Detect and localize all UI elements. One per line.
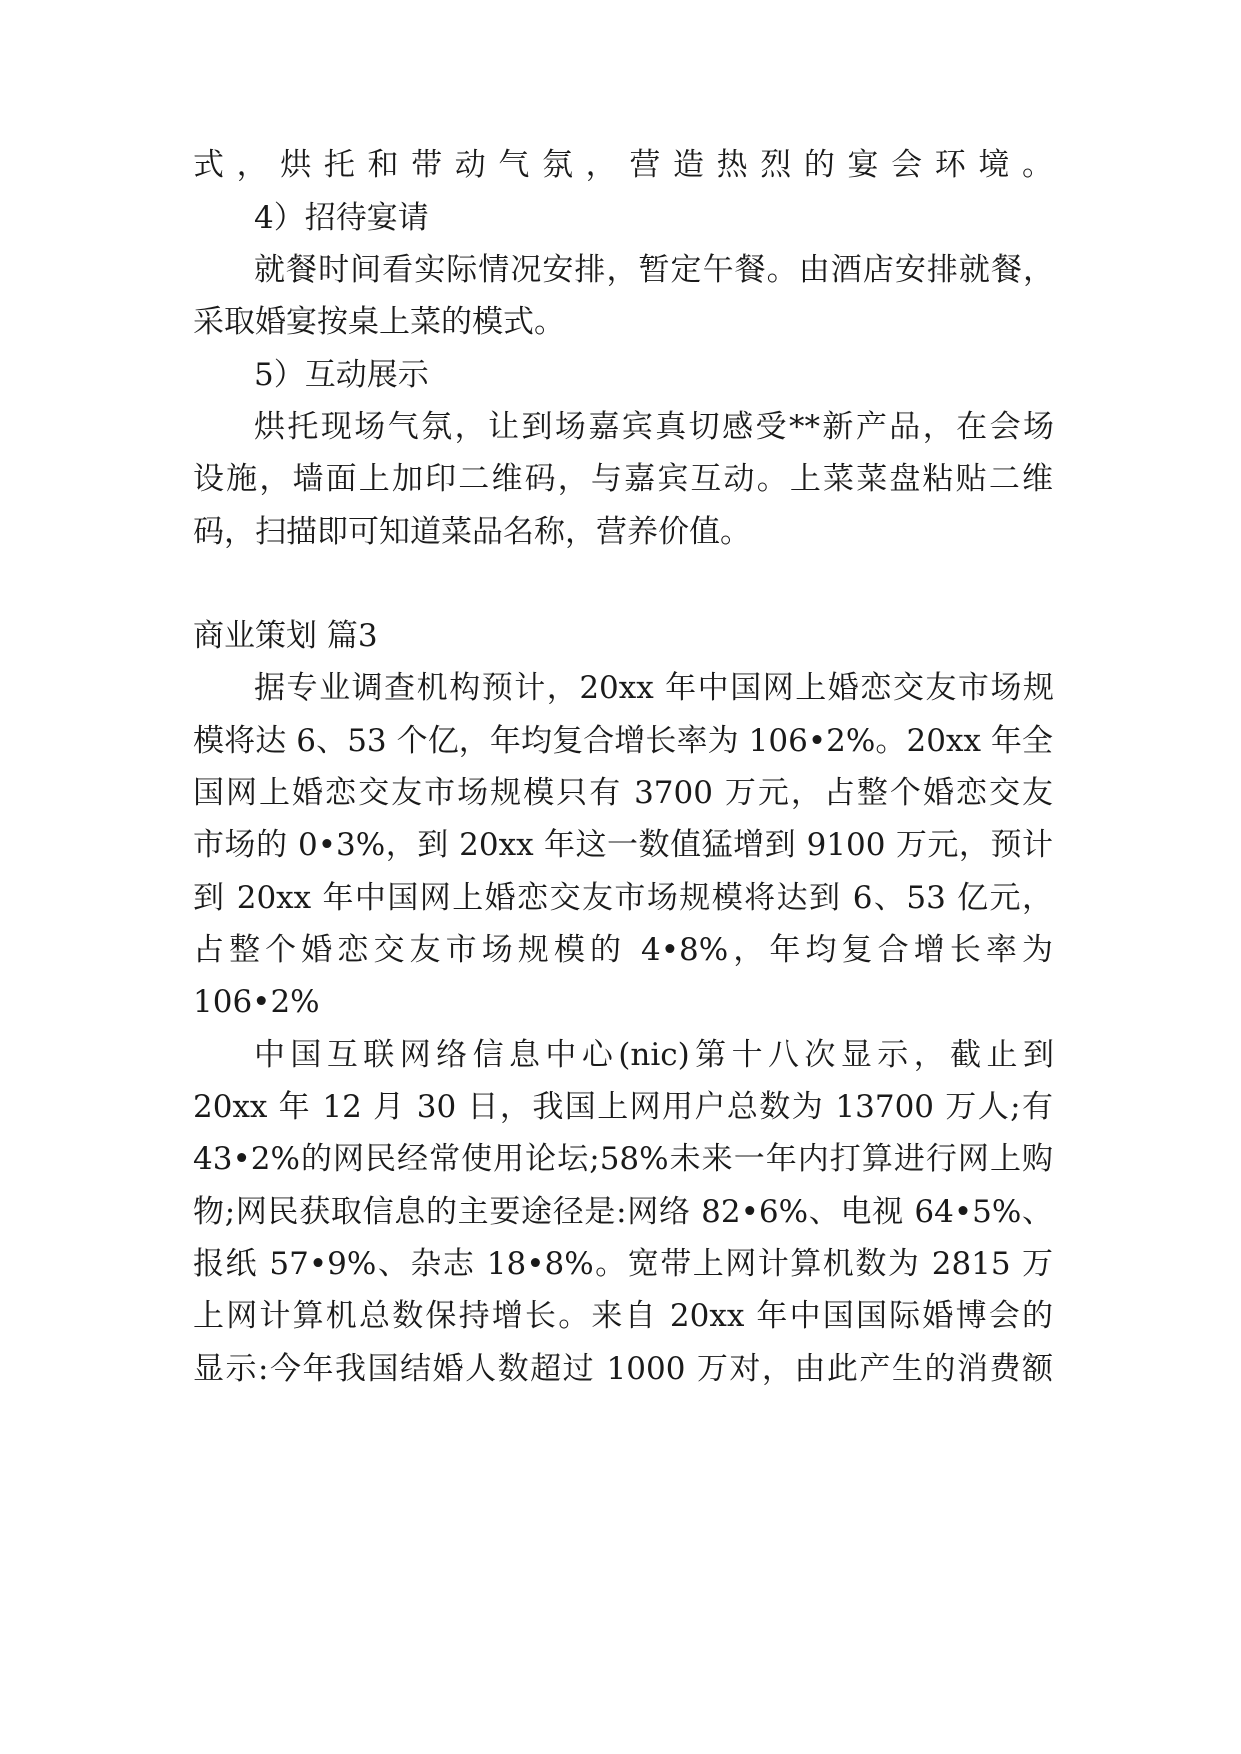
paragraph1-line: 模将达 6、53 个亿，年均复合增长率为 106•2%。20xx 年全 bbox=[193, 723, 1053, 759]
paragraph1-line: 据专业调查机构预计，20xx 年中国网上婚恋交友市场规 bbox=[254, 670, 1054, 706]
paragraph1-line: 国网上婚恋交友市场规模只有 3700 万元，占整个婚恋交友 bbox=[193, 775, 1053, 811]
paragraph1-line: 到 20xx 年中国网上婚恋交友市场规模将达到 6、53 亿元， bbox=[193, 880, 1053, 916]
item5-heading: 5）互动展示 bbox=[254, 357, 429, 393]
paragraph2-line: 上网计算机总数保持增长。来自 20xx 年中国国际婚博会的 bbox=[193, 1298, 1053, 1334]
section-title: 商业策划 篇3 bbox=[193, 618, 378, 654]
paragraph2-line: 显示:今年我国结婚人数超过 1000 万对，由此产生的消费额 bbox=[193, 1351, 1053, 1387]
paragraph2-line: 20xx 年 12 月 30 日，我国上网用户总数为 13700 万人;有 bbox=[193, 1089, 1053, 1125]
item5-body-line: 烘托现场气氛，让到场嘉宾真切感受**新产品，在会场 bbox=[254, 409, 1054, 445]
paragraph2-line: 43•2%的网民经常使用论坛;58%未来一年内打算进行网上购 bbox=[193, 1141, 1053, 1177]
item5-body-line: 码，扫描即可知道菜品名称，营养价值。 bbox=[193, 514, 751, 550]
item4-body-line: 采取婚宴按桌上菜的模式。 bbox=[193, 304, 565, 340]
continuation-line: 式，烘托和带动气氛，营造热烈的宴会环境。 bbox=[193, 147, 1053, 183]
paragraph2-line: 物;网民获取信息的主要途径是:网络 82•6%、电视 64•5%、 bbox=[193, 1194, 1053, 1230]
item4-body-line: 就餐时间看实际情况安排，暂定午餐。由酒店安排就餐， bbox=[254, 252, 1054, 288]
paragraph1-line: 市场的 0•3%，到 20xx 年这一数值猛增到 9100 万元，预计 bbox=[193, 827, 1053, 863]
paragraph1-line: 占整个婚恋交友市场规模的 4•8%，年均复合增长率为 bbox=[193, 932, 1053, 968]
paragraph2-line: 中国互联网络信息中心(nic)第十八次显示，截止到 bbox=[254, 1037, 1054, 1073]
item4-heading: 4）招待宴请 bbox=[254, 200, 429, 236]
paragraph1-line: 106•2% bbox=[193, 984, 320, 1020]
item5-body-line: 设施，墙面上加印二维码，与嘉宾互动。上菜菜盘粘贴二维 bbox=[193, 461, 1053, 497]
paragraph2-line: 报纸 57•9%、杂志 18•8%。宽带上网计算机数为 2815 万 bbox=[193, 1246, 1053, 1282]
